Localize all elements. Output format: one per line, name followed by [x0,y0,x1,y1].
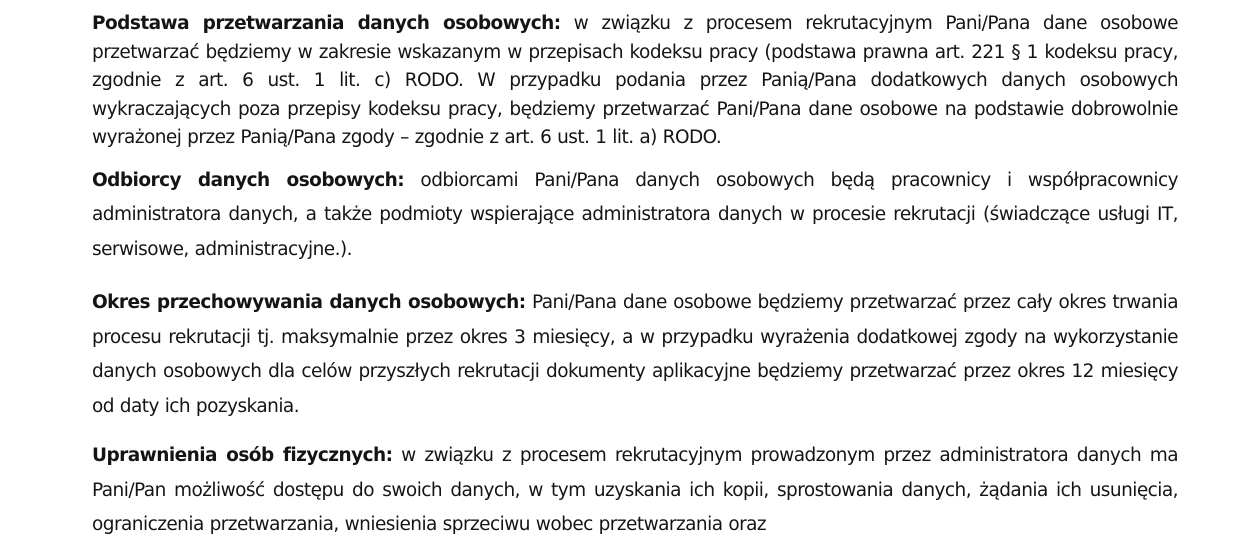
document-body [92,10,1178,543]
paragraph-retention-period [92,286,1178,424]
paragraph-legal-basis [92,10,1178,153]
paragraph-text: odbiorcami Pani/Pana danych osobowych będą pracownicy i współpracownicy administratora danych, a także podmioty wspierające administratora danych w procesie rekrutacji (świadczące usługi IT, serwisowe, administracyjne.). [92,169,1179,260]
paragraph-heading: Podstawa przetwarzania danych osobowych: [92,13,561,34]
paragraph-text: w związku z procesem rekrutacyjnym Pani/Pana dane osobowe przetwarzać będziemy w zakresie wskazanym w przepisach kodeksu pracy (podstawa prawna art. 221 § 1 kodeksu pracy, zgodnie z art. 6 ust. 1 lit. c) RODO. W przypadku podania przez Panią/Pana dodatkowych danych osobowych wykraczających poza przepisy kodeksu pracy, będziemy przetwarzać Pani/Pana dane osobowe na podstawie dobrowolnie wyrażonej przez Panią/Pana zgody – zgodnie z art. 6 ust. 1 lit. a) RODO. [92,13,1178,148]
paragraph-recipients [92,164,1178,268]
paragraph-text: w związku z procesem rekrutacyjnym prowadzonym przez administratora danych ma Pani/Pan możliwość dostępu do swoich danych, w tym uzyskania ich kopii, sprostowania danych, żądania ich usunięcia, ograniczenia przetwarzania, wniesienia sprzeciwu wobec przetwarzania oraz [92,445,1179,535]
paragraph-text: Pani/Pana dane osobowe będziemy przetwarzać przez cały okres trwania procesu rekrutacji tj. maksymalnie przez okres 3 miesięcy, a w przypadku wyrażenia dodatkowej zgody na wykorzystanie danych osobowych dla celów przyszłych rekrutacji dokumenty aplikacyjne będziemy przetwarzać przez okres 12 miesięcy od daty ich pozyskania. [92,292,1178,417]
paragraph-data-subject-rights [92,439,1178,543]
paragraph-heading: Uprawnienia osób fizycznych: [92,445,393,466]
paragraph-heading: Okres przechowywania danych osobowych: [92,292,526,313]
paragraph-heading: Odbiorcy danych osobowych: [92,169,405,191]
